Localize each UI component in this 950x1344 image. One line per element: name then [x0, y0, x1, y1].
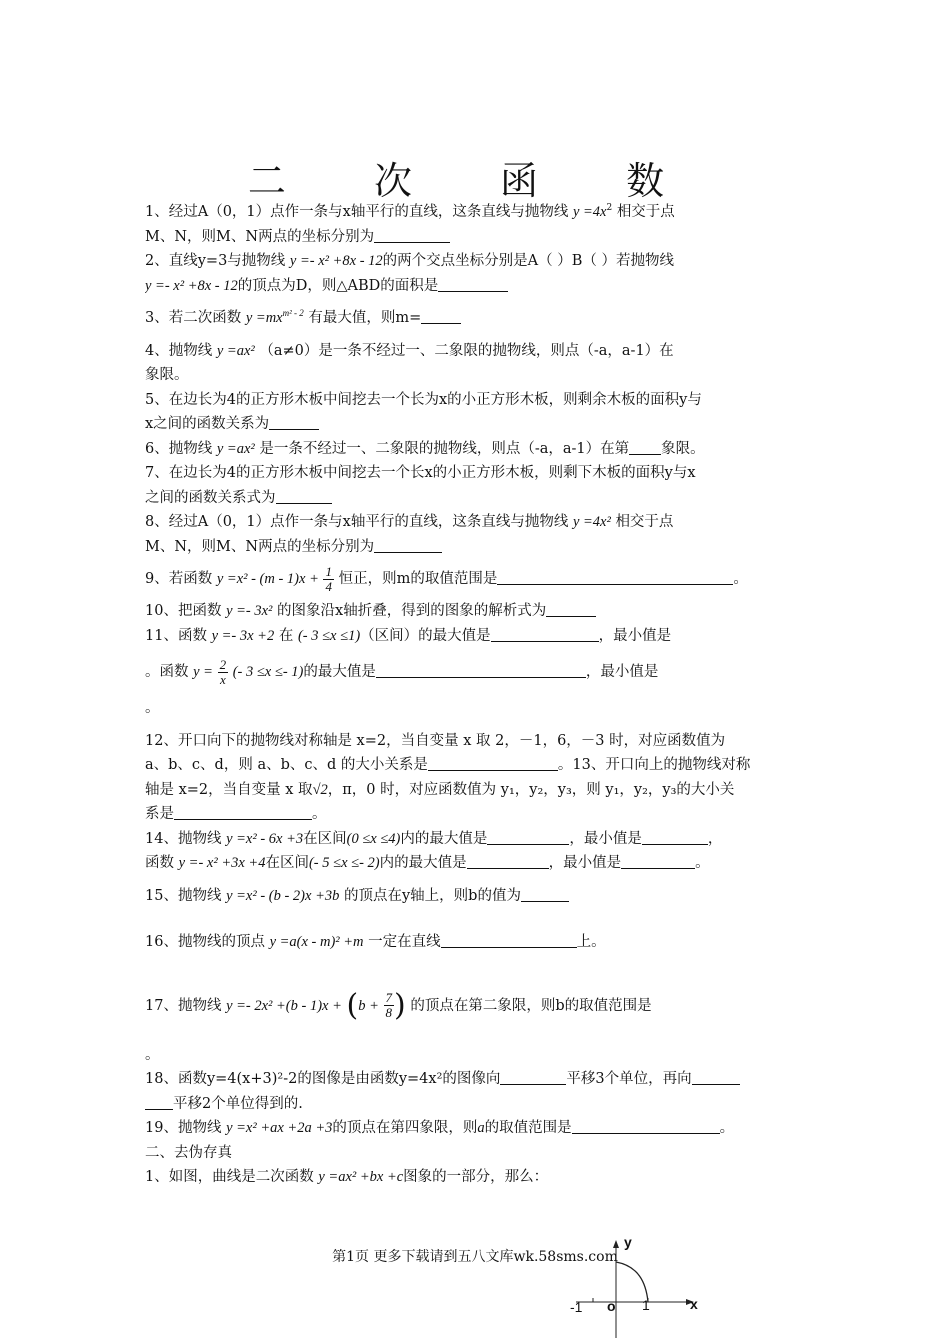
question-10: 10、把函数 y =- 3x² 的图象沿x轴折叠，得到的图象的解析式为: [145, 599, 807, 624]
answer-blank[interactable]: [642, 830, 708, 845]
problem-1: 1、如图，曲线是二次函数 y =ax² +bx +c图象的一部分，那么：: [145, 1169, 549, 1185]
question-5: 5、在边长为4的正方形木板中间挖去一个长为x的小正方形木板，则剩余木板的面积y与: [145, 391, 702, 408]
question-19: 19、抛物线 y =x² +ax +2a +3的顶点在第四象限，则a的取值范围是 。: [145, 1120, 735, 1136]
answer-blank[interactable]: [497, 570, 733, 585]
question-list: 1、经过A（0，1）点作一条与x轴平行的直线，这条直线与抛物线 $y =4x^2$ 相交于点 M、N，则M、N两点的坐标分别为 2、直线y=3与抛物线 y =- x² +8x - 12的两个交点坐标分别是A（ ）B（ ）若抛物线 y =- x² +8x - 12的顶点为D，则△ABD的面积是 3、若二次函数 $y =mx^{m^2 - 2}$ 有最大值，则m= 4、抛物线 y =ax² （a≠0）是一条不经过一、二象限的抛物线，则点（-a，a-1）在 象限。 5、在边长为4的正方形木板中间挖去一个长为x的小正方形木板，则剩余木板的面积y与 x之间的函数关系为 6、抛物线 y =ax² 是一条不经过一、二象限的抛物线，则点（-a，a-1）在第 象限。 7、在边长为4的正方形木板中间挖去一个长x的小正方形木板，则剩下木板的面积y与x 之间的函数关系式为 8、经过A（0，1）点作一条与x轴平行的直线，这条直线与抛物线 y =4x² 相交于点 M、N，则M、N两点的坐标分别为 9、若函数 y =x² - (m - 1)x + $\frac{1}{4}$ 恒正，则m的取值范围是 。 10、把函数 y =- 3x² 的图象沿x轴折叠，得到的图象的解析式为 11、函数 y =- 3x +2 在 (- 3 ≤x ≤1)（区间）的最大值是 ，最小值是 。函数 y = $\frac{2}{x}$ (- 3 ≤x ≤- 1)的最大值是 ，最小值是 。 12、开口向下的抛物线对称轴是 x=2，当自变量 x 取 2，－1，6，－3 时，对应函数值为 a、b、c、d，则 a、b、c、d 的大小关系是 。13、开口向上的抛物线对称 轴是 x=2，当自变量 x 取√2，π，0 时，对应函数值为 y₁，y₂，y₃，则 y₁，y₂，y₃的大小关 系是 。 14、抛物线 y =x² - 6x +3在区间(0 ≤x ≤4)内的最大值是 ，最小值是 ， 函数 y =- x² +3x +4在区间(- 5 ≤x ≤- 2)内的最大值是 ，最小值是 。 15、抛物线 y =x² - (b - 2)x +3b 的顶点在y轴上，则b的值为 16、抛物线的顶点 y =a(x - m)² +m 一定在直线 上。 17、抛物线 y =- 2x² +(b - 1)x + (b + $\frac{7}{8}$ ) 的顶点在第二象限，则b的取值范围是 。 18、函数y=4(x+3)²-2的图像是由函数y=4x²的图像向 平移3个单位，再向 平移2个单位得到的. 19、抛物线 y =x² +ax +2a +3的顶点在第四象限，则a的取值范围是 。 二、去伪存真 1、如图，曲线是二次函数 y =ax² +bx +c图象的一部分，那么：: [145, 200, 807, 1190]
answer-blank[interactable]: [487, 830, 569, 845]
question-3: 3、若二次函数 $y =mx^{m^2 - 2}$ 有最大值，则m=: [145, 306, 807, 331]
answer-blank[interactable]: [692, 1070, 740, 1085]
section-heading: 二、去伪存真: [145, 1144, 232, 1161]
answer-blank[interactable]: [621, 854, 695, 869]
question-14: 14、抛物线 y =x² - 6x +3在区间(0 ≤x ≤4)内的最大值是 ，最小值是 ，: [145, 830, 723, 847]
question-11: 11、函数 y =- 3x +2 在 (- 3 ≤x ≤1)（区间）的最大值是 ，最小值是: [145, 627, 672, 644]
answer-blank[interactable]: [521, 887, 569, 902]
parabola-figure: [566, 1232, 716, 1340]
parabola-graph: [566, 1232, 716, 1340]
pos1-label: 1: [642, 1297, 650, 1313]
question-15: 15、抛物线 y =x² - (b - 2)x +3b 的顶点在y轴上，则b的值为: [145, 884, 807, 909]
question-6: 6、抛物线 y =ax² 是一条不经过一、二象限的抛物线，则点（-a，a-1）在第 象限。: [145, 440, 705, 457]
neg1-label: -1: [570, 1299, 583, 1315]
question-1: 1、经过A（0，1）点作一条与x轴平行的直线，这条直线与抛物线 $y =4x^2$ 相交于点: [145, 203, 675, 220]
y-label: y: [624, 1234, 632, 1250]
question-17: 17、抛物线 y =- 2x² +(b - 1)x + (b + $\frac{7}{8}$ ) 的顶点在第二象限，则b的取值范围是: [145, 987, 652, 1023]
answer-blank[interactable]: [376, 663, 586, 678]
answer-blank[interactable]: [174, 805, 312, 820]
question-4: 4、抛物线 y =ax² （a≠0）是一条不经过一、二象限的抛物线，则点（-a，a-1）在: [145, 342, 674, 359]
answer-blank[interactable]: [374, 228, 450, 243]
question-2: 2、直线y=3与抛物线 y =- x² +8x - 12的两个交点坐标分别是A（ ）B（ ）若抛物线: [145, 253, 675, 269]
answer-blank[interactable]: [546, 602, 596, 617]
question-9: 9、若函数 y =x² - (m - 1)x + $\frac{1}{4}$ 恒正，则m的取值范围是 。: [145, 563, 748, 594]
answer-blank[interactable]: [467, 854, 549, 869]
origin-label: o: [607, 1298, 616, 1314]
answer-blank[interactable]: [438, 277, 508, 292]
answer-blank[interactable]: [374, 538, 442, 553]
answer-blank[interactable]: [145, 1095, 173, 1110]
answer-blank[interactable]: [269, 415, 319, 430]
math: y =4x: [572, 204, 607, 220]
answer-blank[interactable]: [421, 309, 461, 324]
answer-blank[interactable]: [500, 1070, 566, 1085]
page-footer: 第1页 更多下载请到五八文库wk.58sms.com: [332, 1249, 618, 1265]
y-axis-arrow: [613, 1240, 619, 1248]
question-16: 16、抛物线的顶点 y =a(x - m)² +m 一定在直线 上。: [145, 934, 606, 950]
answer-blank[interactable]: [572, 1119, 720, 1134]
question-12: 12、开口向下的抛物线对称轴是 x=2，当自变量 x 取 2，－1，6，－3 时，对应函数值为: [145, 732, 726, 749]
answer-blank[interactable]: [629, 440, 661, 455]
page-title: 二 次 函 数: [247, 159, 703, 203]
answer-blank[interactable]: [276, 489, 332, 504]
question-8: 8、经过A（0，1）点作一条与x轴平行的直线，这条直线与抛物线 y =4x² 相交于点: [145, 514, 674, 530]
parabola-curve: [616, 1262, 648, 1302]
question-18: 18、函数y=4(x+3)²-2的图像是由函数y=4x²的图像向 平移3个单位，再向: [145, 1067, 807, 1092]
answer-blank[interactable]: [491, 627, 599, 642]
question-7: 7、在边长为4的正方形木板中间挖去一个长x的小正方形木板，则剩下木板的面积y与x: [145, 465, 696, 481]
answer-blank[interactable]: [428, 756, 558, 771]
x-label: x: [690, 1296, 698, 1312]
answer-blank[interactable]: [441, 933, 577, 948]
